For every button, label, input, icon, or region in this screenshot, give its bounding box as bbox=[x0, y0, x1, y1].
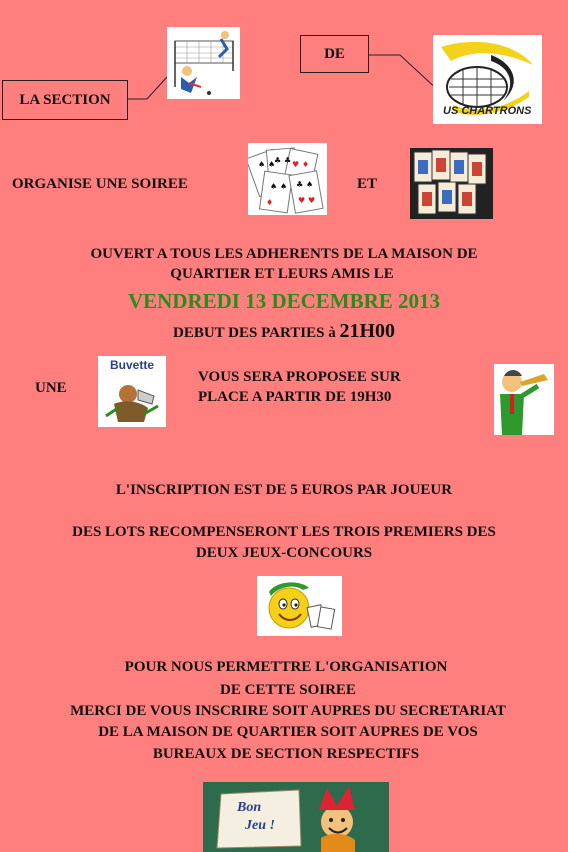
trumpet-player-image bbox=[494, 364, 554, 435]
de-label-box bbox=[300, 35, 369, 73]
buvette-image bbox=[98, 356, 166, 427]
bon-jeu-line-1: Bon bbox=[237, 800, 262, 815]
closing-line-1: POUR NOUS PERMETTRE L'ORGANISATION bbox=[124, 659, 448, 675]
une-text: UNE bbox=[35, 380, 67, 396]
svg-text:♠ ♠: ♠ ♠ bbox=[270, 182, 288, 191]
section-label: LA SECTION bbox=[19, 91, 111, 108]
prizes-line-1: DES LOTS RECOMPENSERONT LES TROIS PREMIERS DES bbox=[72, 524, 496, 540]
buvette-line-2: PLACE A PARTIR DE 19H30 bbox=[198, 389, 392, 405]
us-chartrons-logo bbox=[433, 35, 542, 124]
us-chartrons-logo-text: US CHARTRONS bbox=[443, 105, 532, 117]
closing-line-3: MERCI DE VOUS INSCRIRE SOIT AUPRES DU SECRETARIAT bbox=[70, 703, 506, 719]
smiley-cards-image bbox=[257, 576, 342, 636]
badminton-image bbox=[167, 27, 240, 99]
closing-line-2: DE CETTE SOIREE bbox=[220, 682, 356, 698]
buvette-sign-text: Buvette bbox=[109, 358, 154, 372]
svg-text:♣ ♠: ♣ ♠ bbox=[296, 180, 314, 189]
event-date: VENDREDI 13 DECEMBRE 2013 bbox=[127, 289, 441, 313]
inscription-text: L'INSCRIPTION EST DE 5 EUROS PAR JOUEUR bbox=[115, 482, 453, 498]
start-time-line bbox=[0, 320, 568, 343]
svg-text:♦: ♦ bbox=[266, 198, 274, 207]
invitation-line-2: QUARTIER ET LEURS AMIS LE bbox=[170, 266, 394, 282]
section-label-box bbox=[2, 80, 128, 120]
closing-line-5: BUREAUX DE SECTION RESPECTIFS bbox=[152, 746, 420, 762]
tarot-cards-image bbox=[410, 148, 493, 219]
buvette-line-1: VOUS SERA PROPOSEE SUR bbox=[198, 369, 401, 385]
organise-text: ORGANISE UNE SOIREE bbox=[12, 176, 188, 192]
svg-text:♣ ♣: ♣ ♣ bbox=[274, 156, 292, 165]
de-label: DE bbox=[324, 45, 345, 62]
svg-text:♥ ♦: ♥ ♦ bbox=[292, 160, 310, 169]
prizes-line-2: DEUX JEUX-CONCOURS bbox=[195, 545, 373, 561]
bon-jeu-board-image bbox=[203, 782, 389, 852]
bon-jeu-line-2: Jeu ! bbox=[245, 818, 275, 833]
svg-text:♠ ♠: ♠ ♠ bbox=[258, 160, 276, 169]
start-time: 21H00 bbox=[339, 320, 396, 342]
svg-text:♥ ♥: ♥ ♥ bbox=[298, 196, 316, 205]
invitation-line-1: OUVERT A TOUS LES ADHERENTS DE LA MAISON DE bbox=[90, 246, 478, 262]
playing-cards-image bbox=[248, 143, 327, 215]
start-time-prefix: DEBUT DES PARTIES à bbox=[172, 325, 340, 341]
et-text: ET bbox=[357, 176, 378, 192]
closing-line-4: DE LA MAISON DE QUARTIER SOIT AUPRES DE VOS bbox=[98, 724, 478, 740]
